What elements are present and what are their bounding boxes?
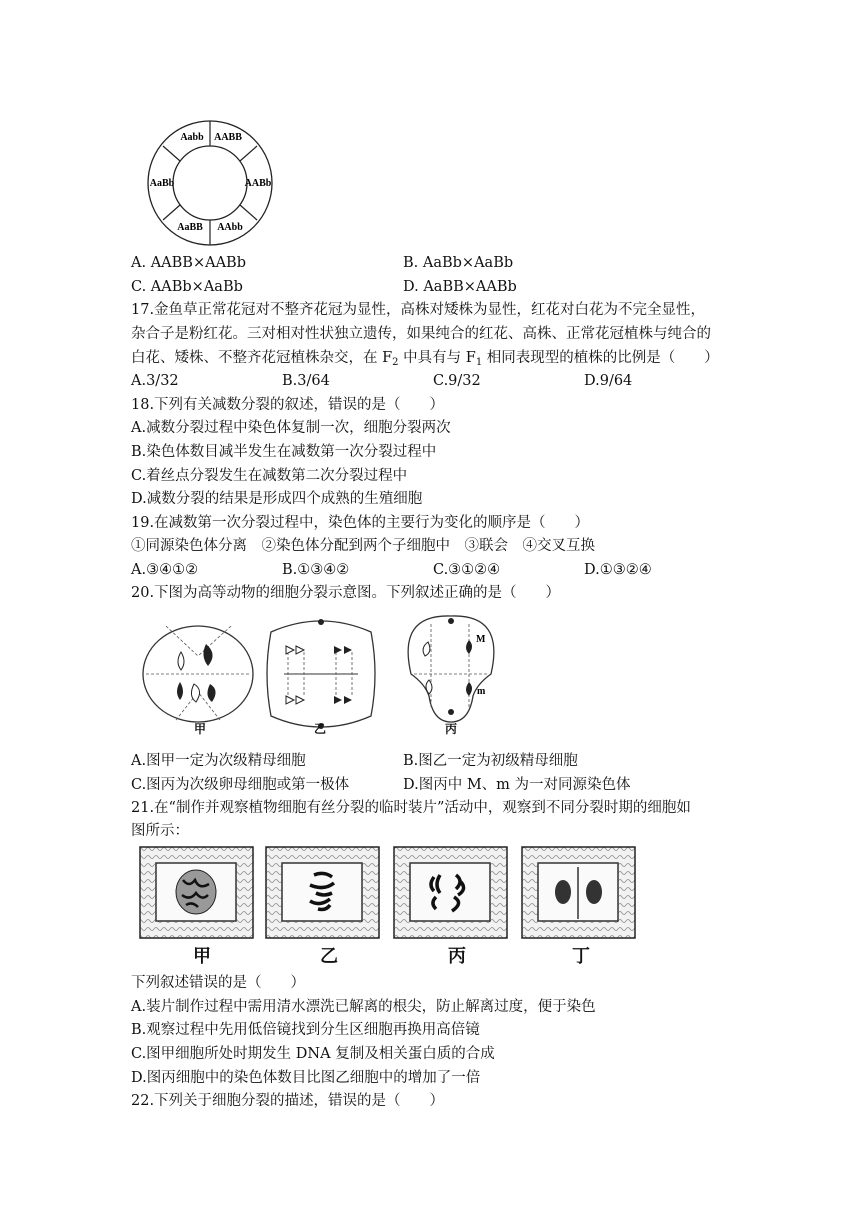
- q21-caption-ding: 丁: [572, 946, 590, 967]
- q21-option-a: A.装片制作过程中需用清水漂洗已解离的根尖，防止解离过度，便于染色: [131, 999, 596, 1015]
- q20-caption-jia: 甲: [193, 722, 206, 736]
- q17-option-d: D.9/64: [584, 373, 633, 389]
- q17-sub: 1: [475, 357, 483, 368]
- q17-stem-line-3: [131, 348, 719, 368]
- q17-stem-line-1: 17.金鱼草正常花冠对不整齐花冠为显性，高株对矮株为显性，红花对白花为不完全显性，: [131, 302, 706, 318]
- q16-option-b: B. AaBb×AaBb: [403, 255, 514, 271]
- cell-bing: [408, 616, 494, 722]
- q16-option-c: C. AABb×AaBb: [131, 279, 243, 295]
- q20-option-c: C.图丙为次级卵母细胞或第一极体: [131, 777, 350, 793]
- q20-option-a: A.图甲一定为次级精母细胞: [131, 753, 306, 769]
- ring-label: AaBB: [177, 222, 203, 233]
- q16-option-d: D. AaBB×AABb: [403, 279, 517, 295]
- q21-stem-line-2: 图所示：: [131, 823, 189, 839]
- q20-caption-yi: 乙: [313, 722, 326, 736]
- q17-stem-line-2: 杂合子是粉红花。三对相对性状独立遗传，如果纯合的红花、高株、正常花冠植株与纯合的: [131, 326, 711, 342]
- fig-mark-m: m: [477, 686, 486, 697]
- q20-stem: 20.下图为高等动物的细胞分裂示意图。下列叙述正确的是（ ）: [131, 585, 561, 601]
- q19-items: ①同源染色体分离 ②染色体分配到两个子细胞中 ③联会 ④交叉互换: [131, 538, 595, 554]
- q17-text: 相同表现型的植株的比例是（ ）: [482, 350, 719, 366]
- q19-option-a: A.③④①②: [131, 562, 199, 578]
- q21-stem-line-1: 21.在“制作并观察植物细胞有丝分裂的临时装片”活动中，观察到不同分裂时期的细胞如: [131, 800, 691, 816]
- q18-option-a: A.减数分裂过程中染色体复制一次，细胞分裂两次: [131, 420, 451, 436]
- q19-stem: 19.在减数第一次分裂过程中，染色体的主要行为变化的顺序是（ ）: [131, 515, 590, 531]
- q19-option-d: D.①③②④: [584, 562, 652, 578]
- q19-option-b: B.①③④②: [282, 562, 350, 578]
- q20-option-d: D.图丙中 M、m 为一对同源染色体: [403, 777, 631, 793]
- q18-stem: 18.下列有关减数分裂的叙述，错误的是（ ）: [131, 397, 445, 413]
- ring-label: AAbb: [217, 222, 243, 233]
- q18-option-c: C.着丝点分裂发生在减数第二次分裂过程中: [131, 468, 408, 484]
- cell-yi: [267, 619, 375, 729]
- q21-option-d: D.图丙细胞中的染色体数目比图乙细胞中的增加了一倍: [131, 1070, 481, 1086]
- ring-label: AABb: [244, 178, 272, 189]
- q22-stem: 22.下列关于细胞分裂的描述，错误的是（ ）: [131, 1093, 445, 1109]
- q21-caption-jia: 甲: [193, 946, 211, 967]
- q17-sub: 2: [392, 357, 399, 368]
- mitosis-micrograph-figure: [138, 845, 638, 940]
- q21-stem-2: 下列叙述错误的是（ ）: [131, 975, 305, 991]
- q19-option-c: C.③①②④: [433, 562, 501, 578]
- q17-option-c: C.9/32: [433, 373, 481, 389]
- q17-text: 白花、矮株、不整齐花冠植株杂交，在 F: [131, 350, 393, 366]
- ring-label: Aabb: [180, 132, 204, 143]
- q21-caption-yi: 乙: [320, 946, 338, 967]
- q17-text: 中具有与 F: [398, 350, 476, 366]
- ring-label: AABB: [214, 132, 242, 143]
- cell-jia: [143, 626, 253, 722]
- q21-option-c: C.图甲细胞所处时期发生 DNA 复制及相关蛋白质的合成: [131, 1046, 495, 1062]
- q17-option-a: A.3/32: [131, 373, 179, 389]
- q20-caption-bing: 丙: [444, 722, 457, 736]
- q16-option-a: A. AABB×AABb: [131, 255, 246, 271]
- q21-caption-bing: 丙: [448, 946, 466, 967]
- q18-option-b: B.染色体数目减半发生在减数第一次分裂过程中: [131, 444, 437, 460]
- ring-label: AaBb: [149, 178, 175, 189]
- genotype-ring-figure: [140, 118, 280, 250]
- q20-option-b: B.图乙一定为初级精母细胞: [403, 753, 578, 769]
- fig-mark-M: M: [476, 634, 486, 645]
- q21-option-b: B.观察过程中先用低倍镜找到分生区细胞再换用高倍镜: [131, 1022, 480, 1038]
- q18-option-d: D.减数分裂的结果是形成四个成熟的生殖细胞: [131, 491, 423, 507]
- q17-option-b: B.3/64: [282, 373, 330, 389]
